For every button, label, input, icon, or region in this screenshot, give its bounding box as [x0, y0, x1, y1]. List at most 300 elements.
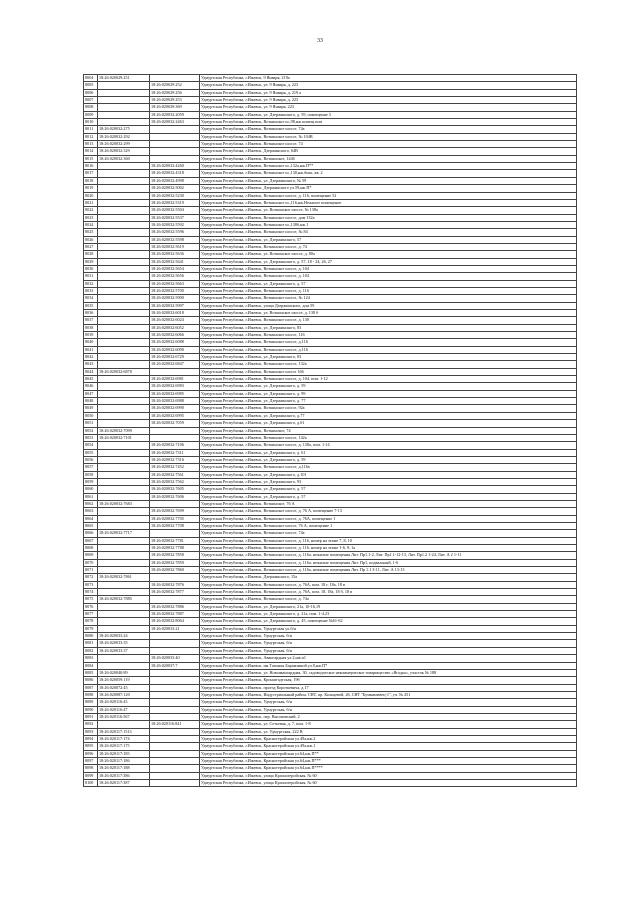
row-number-cell: 8019 — [84, 185, 98, 192]
object-id-cell: 18:26:020032:7788 — [150, 545, 200, 552]
parcel-id-cell — [98, 376, 150, 383]
parcel-id-cell: 18:26:020116:43 — [98, 699, 150, 706]
property-registry-table — [83, 74, 577, 787]
address-cell: Удмуртская Республика, г.Ижевск, ул. Дзержинского, д. 61 — [200, 449, 577, 456]
table-row — [84, 287, 577, 294]
parcel-id-cell: 18:26:020033:37 — [98, 647, 150, 654]
parcel-id-cell — [98, 603, 150, 610]
parcel-id-cell — [98, 207, 150, 214]
object-id-cell: 18:26:020032:6985 — [150, 390, 200, 397]
row-number-cell: 8026 — [84, 236, 98, 243]
object-id-cell: 18:26:020032:7452 — [150, 464, 200, 471]
object-id-cell: 18:26:020032:7858 — [150, 552, 200, 559]
row-number-cell: 8036 — [84, 310, 98, 317]
address-cell: Удмуртская Республика, г.Ижевск, ул. Дзержинского, д. 77 — [200, 398, 577, 405]
parcel-id-cell: 18:26:020040:89 — [98, 669, 150, 676]
parcel-id-cell — [98, 199, 150, 206]
parcel-id-cell — [98, 618, 150, 625]
table-row — [84, 251, 577, 258]
table-row — [84, 545, 577, 552]
object-id-cell: 18:26:020032:6988 — [150, 398, 200, 405]
object-id-cell: 18:26:020032:7886 — [150, 603, 200, 610]
address-cell: Удмуртская Республика, г.Ижевск, Воткинское шоссе, 92а — [200, 405, 577, 412]
table-row — [84, 177, 577, 184]
object-id-cell: 18:26:020029:253 — [150, 97, 200, 104]
table-row — [84, 662, 577, 669]
table-row — [84, 170, 577, 177]
table-row — [84, 310, 577, 317]
table-row — [84, 500, 577, 507]
parcel-id-cell: 18:26:020032:329 — [98, 148, 150, 155]
row-number-cell: 8018 — [84, 177, 98, 184]
table-row — [84, 148, 577, 155]
address-cell: Удмуртская Республика, г.Ижевск, Воткинское шоссе, д. 104, пом. 1-12 — [200, 376, 577, 383]
table-row — [84, 398, 577, 405]
object-id-cell: 18:26:020032:5663 — [150, 280, 200, 287]
address-cell: Удмуртская Республика, г.Ижевск, Воткинское ш.,116,нж.Нежилое помещение — [200, 199, 577, 206]
object-id-cell — [150, 684, 200, 691]
address-cell: Удмуртская Республика, г.Ижевск, Дзержинского ул.59,нж.П* — [200, 185, 577, 192]
table-row — [84, 339, 577, 346]
table-row — [84, 434, 577, 441]
table-row — [84, 155, 577, 162]
parcel-id-cell — [98, 456, 150, 463]
table-row — [84, 243, 577, 250]
table-row — [84, 684, 577, 691]
address-cell: Удмуртская Республика, г.Ижевск, Воткинское шоссе, д. 76А, помещение 1 — [200, 515, 577, 522]
parcel-id-cell — [98, 273, 150, 280]
address-cell: Удмуртская Республика, г.Ижевск, Воткинское шоссе, д. 116а, нежилые помещения Лит. Пр1, подвальный, 1-6 — [200, 559, 577, 566]
row-number-cell: 8040 — [84, 339, 98, 346]
object-id-cell: 18:26:020032:4318 — [150, 170, 200, 177]
table-row — [84, 772, 577, 779]
object-id-cell: 18:26:020032:7059 — [150, 420, 200, 427]
row-number-cell: 8098 — [84, 765, 98, 772]
object-id-cell: 18:26:020032:5598 — [150, 236, 200, 243]
table-row — [84, 390, 577, 397]
parcel-id-cell — [98, 405, 150, 412]
parcel-id-cell — [98, 398, 150, 405]
table-row — [84, 295, 577, 302]
table-row — [84, 625, 577, 632]
row-number-cell: 8060 — [84, 486, 98, 493]
row-number-cell: 8007 — [84, 97, 98, 104]
object-id-cell — [150, 596, 200, 603]
table-row — [84, 141, 577, 148]
address-cell: Удмуртская Республика, г.Ижевск, ул. Дзержинского, д. 57 — [200, 493, 577, 500]
object-id-cell: 18:26:020032:6052 — [150, 324, 200, 331]
parcel-id-cell: 18:26:020032:275 — [98, 126, 150, 133]
object-id-cell — [150, 677, 200, 684]
row-number-cell: 8062 — [84, 500, 98, 507]
parcel-id-cell — [98, 89, 150, 96]
address-cell: Удмуртская Республика, г.Ижевск, Воткинское ш.,132а,нж.П** — [200, 163, 577, 170]
parcel-id-cell — [98, 111, 150, 118]
row-number-cell: 8073 — [84, 581, 98, 588]
address-cell: Удмуртская Республика, г.Ижевск, ул. 9 Января, д. 219 а — [200, 89, 577, 96]
object-id-cell: 18:26:020029:252 — [150, 82, 200, 89]
row-number-cell: 8032 — [84, 280, 98, 287]
object-id-cell — [150, 434, 200, 441]
address-cell: Удмуртская Республика, г.Ижевск, Дзержинского, 15а — [200, 574, 577, 581]
address-cell: Удмуртская Республика, г.Ижевск, ул. Дзержинского, д. 59 — [200, 383, 577, 390]
table-row — [84, 361, 577, 368]
table-row — [84, 354, 577, 361]
address-cell: Удмуртская Республика, г.Ижевск, ул. Дзержинского, д. 59 — [200, 456, 577, 463]
table-row — [84, 486, 577, 493]
row-number-cell: 8071 — [84, 567, 98, 574]
object-id-cell: 18:26:020032:6066 — [150, 332, 200, 339]
address-cell: Удмуртская Республика, г.Ижевск, Воткинское шоссе, д.116 — [200, 346, 577, 353]
row-number-cell: 8091 — [84, 713, 98, 720]
parcel-id-cell — [98, 346, 150, 353]
parcel-id-cell: 18:26:020117:185 — [98, 750, 150, 757]
parcel-id-cell: 18:26:020032:7885 — [98, 596, 150, 603]
object-id-cell — [150, 148, 200, 155]
object-id-cell: 18:26:020032:6088 — [150, 339, 200, 346]
parcel-id-cell — [98, 545, 150, 552]
row-number-cell: 8015 — [84, 155, 98, 162]
parcel-id-cell — [98, 522, 150, 529]
object-id-cell: 18:26:020032:6018 — [150, 310, 200, 317]
address-cell: Удмуртская Республика, г.Ижевск, ул. Новоавангардная, 30, садоводческое некоммерческое товарищество «Ягодка», участок № 188 — [200, 669, 577, 676]
row-number-cell: 8020 — [84, 192, 98, 199]
table-row — [84, 706, 577, 713]
row-number-cell: 8049 — [84, 405, 98, 412]
row-number-cell: 8064 — [84, 515, 98, 522]
object-id-cell: 18:26:020037:7 — [150, 662, 200, 669]
table-row — [84, 559, 577, 566]
parcel-id-cell — [98, 258, 150, 265]
object-id-cell: 18:26:020032:5002 — [150, 185, 200, 192]
table-row — [84, 478, 577, 485]
row-number-cell: 8099 — [84, 772, 98, 779]
address-cell: Удмуртская Республика, г.Ижевск, Воткинское, 74 — [200, 427, 577, 434]
table-row — [84, 405, 577, 412]
row-number-cell: 8045 — [84, 376, 98, 383]
row-number-cell: 8009 — [84, 111, 98, 118]
address-cell: Удмуртская Республика, г.Ижевск, ул. Дзержинского, д.61 — [200, 420, 577, 427]
parcel-id-cell — [98, 243, 150, 250]
parcel-id-cell — [98, 221, 150, 228]
address-cell: Удмуртская Республика, г.Ижевск, Красногеройская ул.49а,нж.1 — [200, 743, 577, 750]
parcel-id-cell — [98, 332, 150, 339]
row-number-cell: 8013 — [84, 141, 98, 148]
object-id-cell — [150, 574, 200, 581]
address-cell: Удмуртская Республика, г.Ижевск, Воткинское шоссе, 76 А, помещение 1 — [200, 522, 577, 529]
row-number-cell: 8051 — [84, 420, 98, 427]
row-number-cell: 8047 — [84, 390, 98, 397]
row-number-cell: 8005 — [84, 82, 98, 89]
object-id-cell: 18:26:020032:7605 — [150, 486, 200, 493]
object-id-cell — [150, 743, 200, 750]
object-id-cell: 18:26:020032:7859 — [150, 559, 200, 566]
address-cell: Удмуртская Республика, г.Ижевск, Воткинское ш.,98,нж.помещ.пом — [200, 119, 577, 126]
address-cell: Удмуртская Республика, г.Ижевск, Воткинское шоссе, д. 130 — [200, 317, 577, 324]
row-number-cell: 8075 — [84, 596, 98, 603]
row-number-cell: 8012 — [84, 133, 98, 140]
parcel-id-cell — [98, 515, 150, 522]
table-row — [84, 427, 577, 434]
address-cell: Удмуртская Республика, г.Ижевск, Воткинское шоссе, д. 74 — [200, 243, 577, 250]
object-id-cell: 18:26:020032:4998 — [150, 177, 200, 184]
table-row — [84, 111, 577, 118]
object-id-cell: 18:26:020032:6981 — [150, 376, 200, 383]
registry-body — [84, 75, 577, 787]
table-row — [84, 728, 577, 735]
object-id-cell: 18:26:020032:7606 — [150, 493, 200, 500]
address-cell: Удмуртская Республика, г.Ижевск, Удмуртская, б/н — [200, 633, 577, 640]
parcel-id-cell — [98, 251, 150, 258]
row-number-cell: 8080 — [84, 633, 98, 640]
object-id-cell: 18:26:020032:7561 — [150, 471, 200, 478]
object-id-cell: 18:26:020032:2463 — [150, 119, 200, 126]
row-number-cell: 8050 — [84, 412, 98, 419]
row-number-cell: 8055 — [84, 449, 98, 456]
object-id-cell: 18:26:020032:5900 — [150, 295, 200, 302]
table-row — [84, 647, 577, 654]
object-id-cell: 18:26:020032:5592 — [150, 221, 200, 228]
address-cell: Удмуртская Республика, г.Ижевск, улица Красногеройская, № 60 — [200, 780, 577, 787]
address-cell: Удмуртская Республика, г.Ижевск, Дзержинского, 64В — [200, 148, 577, 155]
table-row — [84, 383, 577, 390]
table-row — [84, 493, 577, 500]
parcel-id-cell — [98, 486, 150, 493]
address-cell: Удмуртская Республика, г.Ижевск, ул. Дзержинского, 83 — [200, 354, 577, 361]
row-number-cell: 8068 — [84, 545, 98, 552]
parcel-id-cell: 18:26:020032:6870 — [98, 368, 150, 375]
table-row — [84, 669, 577, 676]
object-id-cell: 18:26:020032:7876 — [150, 581, 200, 588]
parcel-id-cell — [98, 310, 150, 317]
address-cell: Удмуртская Республика, г.Ижевск, ул. Воткинское шоссе, д. 138 б — [200, 310, 577, 317]
parcel-id-cell: 18:26:020033:35 — [98, 640, 150, 647]
parcel-id-cell: 18:26:020032:299 — [98, 141, 150, 148]
address-cell: Удмуртская Республика, г.Ижевск, ул. Дзержинского, 21а, 10-16,19 — [200, 603, 577, 610]
table-row — [84, 229, 577, 236]
parcel-id-cell — [98, 339, 150, 346]
row-number-cell: 8024 — [84, 221, 98, 228]
address-cell: Удмуртская Республика, г.Ижевск, Воткинское ш.,138б,нж.1 — [200, 221, 577, 228]
row-number-cell: 8021 — [84, 199, 98, 206]
address-cell: Удмуртская Республика, г.Ижевск, ул. Удмуртская, 222 В — [200, 728, 577, 735]
row-number-cell: 8023 — [84, 214, 98, 221]
row-number-cell: 8063 — [84, 508, 98, 515]
table-row — [84, 97, 577, 104]
address-cell: Удмуртская Республика, г.Ижевск, Воткинское шоссе, д.116 — [200, 339, 577, 346]
row-number-cell: 8066 — [84, 530, 98, 537]
parcel-id-cell — [98, 82, 150, 89]
object-id-cell — [150, 640, 200, 647]
object-id-cell — [150, 141, 200, 148]
row-number-cell: 8048 — [84, 398, 98, 405]
table-row — [84, 618, 577, 625]
parcel-id-cell — [98, 420, 150, 427]
address-cell: Удмуртская Республика, г.Ижевск, пер. Высоковский, 2 — [200, 713, 577, 720]
parcel-id-cell: 18:26:020029:251 — [98, 75, 150, 82]
object-id-cell: 18:26:020032:5636 — [150, 251, 200, 258]
address-cell: Удмуртская Республика, г.Ижевск, ул. Дзержинского, д. 57, 18 - 24, 26, 27 — [200, 258, 577, 265]
row-number-cell: 8034 — [84, 295, 98, 302]
parcel-id-cell: 18:26:020117:1513 — [98, 728, 150, 735]
parcel-id-cell — [98, 170, 150, 177]
address-cell: Удмуртская Республика, г.Ижевск, Воткинское шоссе, д. 76 А, помещение 7-13 — [200, 508, 577, 515]
address-cell: Удмуртская Республика, г.Ижевск, Воткинское шоссе, д.116а — [200, 464, 577, 471]
table-row — [84, 552, 577, 559]
parcel-id-cell: 18:26:020032:7101 — [98, 434, 150, 441]
table-row — [84, 346, 577, 353]
object-id-cell — [150, 530, 200, 537]
row-number-cell: 8086 — [84, 677, 98, 684]
address-cell: Удмуртская Республика, г.Ижевск, ул. Дзержинского, д. 99 — [200, 390, 577, 397]
address-cell: Удмуртская Республика, г.Ижевск, Воткинское шоссе, № 84 — [200, 229, 577, 236]
parcel-id-cell — [98, 559, 150, 566]
address-cell: Удмуртская Республика, г.Ижевск, Воткинское шоссе, д. 104 — [200, 265, 577, 272]
object-id-cell: 18:26:020032:7708 — [150, 522, 200, 529]
table-row — [84, 420, 577, 427]
object-id-cell: 18:26:020033:40 — [150, 655, 200, 662]
table-row — [84, 508, 577, 515]
object-id-cell — [150, 669, 200, 676]
address-cell: Удмуртская Республика, г.Ижевск, ул. Дзержинского, д.77 — [200, 412, 577, 419]
address-cell: Удмуртская Республика, г.Ижевск, Воткинское шоссе, 74а — [200, 126, 577, 133]
parcel-id-cell: 18:26:020033:24 — [98, 633, 150, 640]
address-cell: Удмуртская Республика, г.Ижевск, улица Красногеройская, № 60 — [200, 772, 577, 779]
address-cell: Удмуртская Республика, г.Ижевск, ул. Дзержинского, 83 — [200, 324, 577, 331]
address-cell: Удмуртская Республика, г.Ижевск, Воткинское шоссе, д. 74а — [200, 596, 577, 603]
row-number-cell: 8082 — [84, 647, 98, 654]
row-number-cell: 8059 — [84, 478, 98, 485]
parcel-id-cell — [98, 655, 150, 662]
table-row — [84, 611, 577, 618]
address-cell: Удмуртская Республика, г.Ижевск, Воткинское шоссе, 132а — [200, 361, 577, 368]
parcel-id-cell — [98, 464, 150, 471]
table-row — [84, 677, 577, 684]
address-cell: Удмуртская Республика, г.Ижевск, Воткинское шоссе, № 104В — [200, 133, 577, 140]
parcel-id-cell — [98, 567, 150, 574]
row-number-cell: 8011 — [84, 126, 98, 133]
table-row — [84, 163, 577, 170]
address-cell: Удмуртская Республика, г.Ижевск, Удмуртская, б/н — [200, 640, 577, 647]
object-id-cell: 18:26:020033:21 — [150, 625, 200, 632]
address-cell: Удмуртская Республика, г.Ижевск, Воткинское шоссе, д. 116а, нежилые помещения Лит. Пр 1.1 3-11, Лит. А 13-13 — [200, 567, 577, 574]
parcel-id-cell — [98, 229, 150, 236]
row-number-cell: 8038 — [84, 324, 98, 331]
table-row — [84, 633, 577, 640]
address-cell: Удмуртская Республика, г.Ижевск, Воткинское шоссе, дом 132а — [200, 214, 577, 221]
row-number-cell: 8053 — [84, 434, 98, 441]
object-id-cell: 18:26:020032:5537 — [150, 214, 200, 221]
row-number-cell: 8039 — [84, 332, 98, 339]
address-cell: Удмуртская Республика, г.Ижевск, ул. 9 Января, д. 223 — [200, 97, 577, 104]
table-row — [84, 735, 577, 742]
parcel-id-cell — [98, 163, 150, 170]
parcel-id-cell: 18:26:020032:292 — [98, 133, 150, 140]
parcel-id-cell: 18:26:020032:360 — [98, 155, 150, 162]
row-number-cell: 8096 — [84, 750, 98, 757]
table-row — [84, 119, 577, 126]
parcel-id-cell — [98, 412, 150, 419]
table-row — [84, 655, 577, 662]
row-number-cell: 8058 — [84, 471, 98, 478]
table-row — [84, 464, 577, 471]
address-cell: Удмуртская Республика, г.Ижевск, проезд Короткевича, д.17 — [200, 684, 577, 691]
object-id-cell — [150, 772, 200, 779]
address-cell: Удмуртская Республика, г.Ижевск, Воткинское, 76 А — [200, 500, 577, 507]
object-id-cell — [150, 126, 200, 133]
row-number-cell: 8095 — [84, 743, 98, 750]
address-cell: Удмуртская Республика, г.Ижевск, Удмуртская, б/н — [200, 699, 577, 706]
address-cell: Удмуртская Республика, г.Ижевск, Красногеройская ул.49а,нж.2 — [200, 735, 577, 742]
row-number-cell: 8094 — [84, 735, 98, 742]
row-number-cell: 8065 — [84, 522, 98, 529]
row-number-cell: 8054 — [84, 442, 98, 449]
address-cell: Удмуртская Республика, г.Ижевск, ул. Дзержинского, д. 45, помещение №61-62 — [200, 618, 577, 625]
row-number-cell: 8008 — [84, 104, 98, 111]
row-number-cell: 8084 — [84, 662, 98, 669]
address-cell: Удмуртская Республика, г.Ижевск, Воткинское шоссе, 74а — [200, 530, 577, 537]
parcel-id-cell — [98, 185, 150, 192]
address-cell: Удмуртская Республика, г.Ижевск, Воткинское шоссе, д. 116а, нежилые помещения Лит. Пр1.1-2, Лит. Пр1.1-12-13, Лит. Пр1.2 1-24, Лит. А 2 1-11 — [200, 552, 577, 559]
parcel-id-cell — [98, 493, 150, 500]
address-cell: Удмуртская Республика, г.Ижевск, Воткинское шоссе, 74 — [200, 141, 577, 148]
object-id-cell: 18:26:020032:5504 — [150, 207, 200, 214]
table-row — [84, 265, 577, 272]
table-row — [84, 699, 577, 706]
object-id-cell — [150, 155, 200, 162]
object-id-cell: 18:26:020032:7699 — [150, 508, 200, 515]
object-id-cell: 18:26:020032:7877 — [150, 589, 200, 596]
object-id-cell: 18:26:020032:2059 — [150, 111, 200, 118]
object-id-cell: 18:26:020032:6995 — [150, 412, 200, 419]
address-cell: Удмуртская Республика, г.Ижевск, Воткинское шоссе, д. 116 — [200, 287, 577, 294]
table-row — [84, 317, 577, 324]
object-id-cell — [150, 427, 200, 434]
address-cell: Удмуртская Республика, г.Ижевск, ул. Дзержинского, д. 21а, пом. 1-4,23 — [200, 611, 577, 618]
table-row — [84, 522, 577, 529]
table-row — [84, 104, 577, 111]
address-cell: Удмуртская Республика, г.Ижевск, ул. Воткинское шоссе, № 138а — [200, 207, 577, 214]
object-id-cell — [150, 75, 200, 82]
table-row — [84, 603, 577, 610]
parcel-id-cell — [98, 236, 150, 243]
row-number-cell: 8028 — [84, 251, 98, 258]
parcel-id-cell — [98, 478, 150, 485]
table-row — [84, 89, 577, 96]
address-cell: Удмуртская Республика, г.Ижевск, Воткинское шоссе, д. 104 — [200, 273, 577, 280]
object-id-cell: 18:26:020032:4260 — [150, 163, 200, 170]
row-number-cell: 8016 — [84, 163, 98, 170]
row-number-cell: 8089 — [84, 699, 98, 706]
row-number-cell: 8004 — [84, 75, 98, 82]
address-cell: Удмуртская Республика, г.Ижевск, ул. Дзержинского, № 59 — [200, 177, 577, 184]
object-id-cell: 18:26:020032:7860 — [150, 567, 200, 574]
table-row — [84, 589, 577, 596]
parcel-id-cell — [98, 280, 150, 287]
object-id-cell: 18:26:020032:6983 — [150, 383, 200, 390]
parcel-id-cell: 18:26:020116:567 — [98, 713, 150, 720]
table-row — [84, 376, 577, 383]
table-row — [84, 214, 577, 221]
object-id-cell — [150, 728, 200, 735]
address-cell: Удмуртская Республика, г.Ижевск, Индустриальный район, СНТ, пр. Кольцевой, 26, СНТ "Буммашевец-1", уч. № 251 — [200, 691, 577, 698]
row-number-cell: 8087 — [84, 684, 98, 691]
parcel-id-cell — [98, 390, 150, 397]
row-number-cell: 8085 — [84, 669, 98, 676]
parcel-id-cell — [98, 611, 150, 618]
parcel-id-cell — [98, 119, 150, 126]
object-id-cell — [150, 633, 200, 640]
